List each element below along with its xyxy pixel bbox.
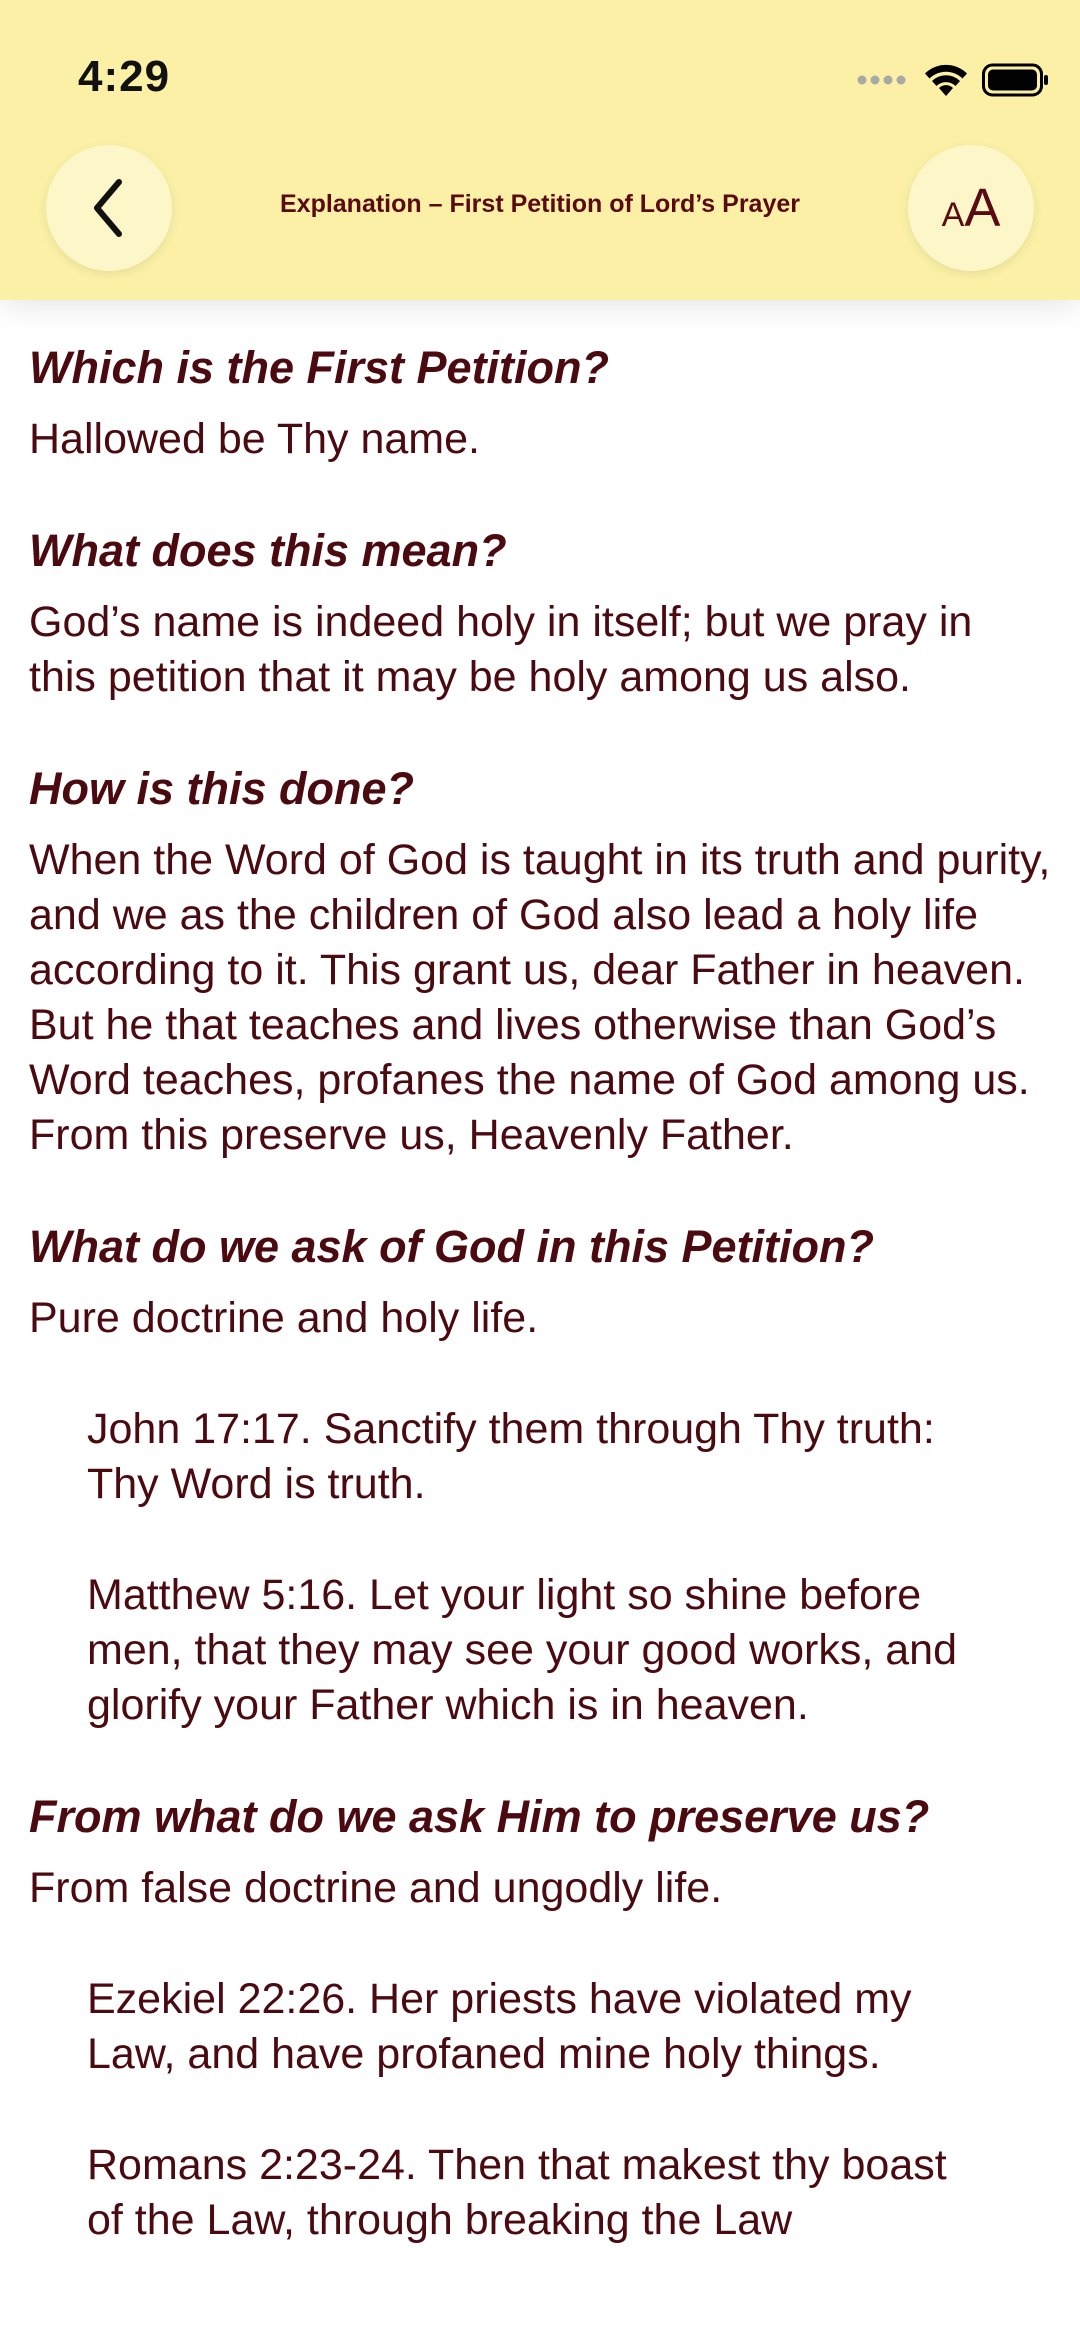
- answer-text: Hallowed be Thy name.: [29, 415, 480, 463]
- scripture-verse: Matthew 5:16. Let your light so shine before men, that they may see your good works, and glorify your Father which is in heaven.: [87, 1571, 958, 1729]
- font-size-button[interactable]: [908, 145, 1034, 271]
- answer-text: From false doctrine and ungodly life.: [29, 1864, 723, 1912]
- back-button[interactable]: [46, 145, 172, 271]
- battery-icon: [982, 63, 1050, 97]
- scripture-verse: John 17:17. Sanctify them through Thy truth: Thy Word is truth.: [87, 1405, 935, 1508]
- chevron-left-icon: [89, 176, 129, 240]
- cellular-signal-icon: [856, 73, 910, 87]
- top-bar: [0, 0, 1080, 300]
- scripture-verse: Ezekiel 22:26. Her priests have violated my Law, and have profaned mine holy things.: [87, 1975, 912, 2078]
- question-heading: What do we ask of God in this Petition?: [29, 1221, 875, 1272]
- scripture-verse: Romans 2:23-24. Then that makest thy boast of the Law, through breaking the Law: [87, 2141, 947, 2244]
- page-title: Explanation – First Petition of Lord’s Prayer: [279, 190, 800, 218]
- content-scroll-area[interactable]: [0, 300, 1080, 2340]
- status-time: 4:29: [78, 52, 171, 101]
- answer-text: When the Word of God is taught in its truth and purity, and we as the children of God also lead a holy life according to it. This grant us, dear Father in heaven. But he that teaches and lives otherwise than God’s Word teaches, profanes the name of God among us. From this preserve us, Heavenly Father.: [29, 836, 1051, 1159]
- wifi-icon: [924, 63, 968, 97]
- font-size-large-glyph: A: [964, 178, 1001, 238]
- answer-text: God’s name is indeed holy in itself; but we pray in this petition that it may be holy among us also.: [29, 598, 973, 701]
- answer-text: Pure doctrine and holy life.: [29, 1294, 539, 1342]
- status-icons: [856, 58, 1050, 102]
- question-heading: From what do we ask Him to preserve us?: [29, 1791, 930, 1842]
- question-heading: Which is the First Petition?: [29, 342, 610, 393]
- question-heading: How is this done?: [29, 763, 415, 814]
- question-heading: What does this mean?: [29, 525, 507, 576]
- font-size-small-glyph: A: [941, 195, 965, 234]
